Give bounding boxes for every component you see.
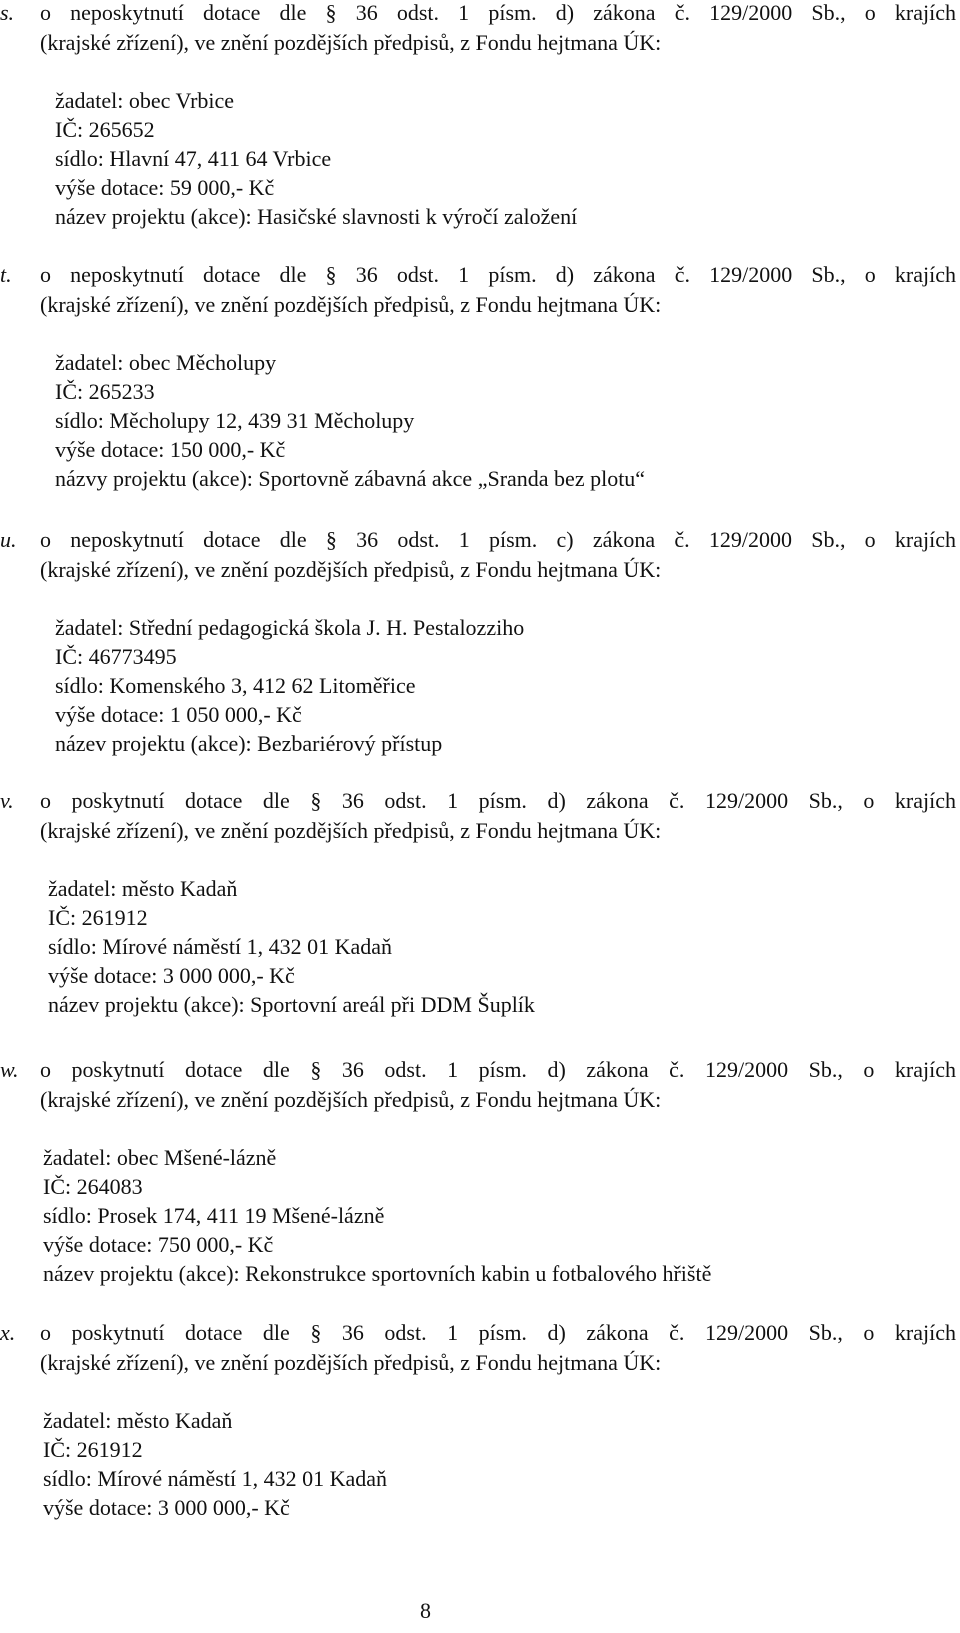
grant-amount: výše dotace: 1 050 000,- Kč [55, 702, 302, 727]
item-heading-line-2: (krajské zřízení), ve znění pozdějších předpisů, z Fondu hejtmana ÚK: [40, 557, 662, 582]
item-heading-line-1: o neposkytnutí dotace dle § 36 odst. 1 písm. c) zákona č. 129/2000 Sb., o krajích [40, 527, 956, 552]
item-heading-line-1: o neposkytnutí dotace dle § 36 odst. 1 písm. d) zákona č. 129/2000 Sb., o krajích [40, 0, 956, 25]
applicant-name: žadatel: obec Vrbice [55, 88, 235, 113]
grant-amount: výše dotace: 3 000 000,- Kč [48, 963, 295, 988]
applicant-id: IČ: 46773495 [55, 644, 177, 669]
applicant-name: žadatel: Střední pedagogická škola J. H. Pestalozziho [55, 615, 525, 640]
grant-amount: výše dotace: 750 000,- Kč [43, 1232, 274, 1257]
applicant-name: žadatel: obec Mšené-lázně [43, 1145, 277, 1170]
applicant-details [48, 874, 535, 1019]
applicant-address: sídlo: Hlavní 47, 411 64 Vrbice [55, 146, 332, 171]
applicant-id: IČ: 261912 [48, 905, 148, 930]
project-name: název projektu (akce): Hasičské slavnosti k výročí založení [55, 204, 578, 229]
applicant-address: sídlo: Prosek 174, 411 19 Mšené-lázně [43, 1203, 385, 1228]
applicant-name: žadatel: obec Měcholupy [55, 350, 277, 375]
applicant-id: IČ: 265652 [55, 117, 155, 142]
applicant-details [55, 86, 577, 231]
item-letter: t. [0, 262, 12, 287]
item-heading-line-1: o poskytnutí dotace dle § 36 odst. 1 písm. d) zákona č. 129/2000 Sb., o krajích [40, 1320, 956, 1345]
item-letter: s. [0, 0, 15, 25]
applicant-name: žadatel: město Kadaň [48, 876, 238, 901]
applicant-name: žadatel: město Kadaň [43, 1408, 233, 1433]
item-letter: v. [0, 788, 14, 813]
applicant-id: IČ: 261912 [43, 1437, 143, 1462]
applicant-id: IČ: 264083 [43, 1174, 143, 1199]
item-heading-line-2: (krajské zřízení), ve znění pozdějších předpisů, z Fondu hejtmana ÚK: [40, 30, 662, 55]
project-name: název projektu (akce): Bezbariérový přístup [55, 731, 443, 756]
item-letter: u. [0, 527, 17, 552]
applicant-details [43, 1143, 711, 1288]
project-name: název projektu (akce): Rekonstrukce sportovních kabin u fotbalového hřiště [43, 1261, 712, 1286]
item-heading-line-1: o poskytnutí dotace dle § 36 odst. 1 písm. d) zákona č. 129/2000 Sb., o krajích [40, 1057, 956, 1082]
applicant-address: sídlo: Mírové náměstí 1, 432 01 Kadaň [43, 1466, 388, 1491]
item-letter: x. [0, 1320, 16, 1345]
item-heading-line-1: o neposkytnutí dotace dle § 36 odst. 1 písm. d) zákona č. 129/2000 Sb., o krajích [40, 262, 956, 287]
grant-amount: výše dotace: 3 000 000,- Kč [43, 1495, 290, 1520]
applicant-details [55, 613, 524, 758]
project-name: názvy projektu (akce): Sportovně zábavná akce „Sranda bez plotu“ [55, 466, 646, 491]
grant-amount: výše dotace: 59 000,- Kč [55, 175, 275, 200]
grant-amount: výše dotace: 150 000,- Kč [55, 437, 286, 462]
item-heading-line-2: (krajské zřízení), ve znění pozdějších předpisů, z Fondu hejtmana ÚK: [40, 818, 662, 843]
item-heading-line-2: (krajské zřízení), ve znění pozdějších předpisů, z Fondu hejtmana ÚK: [40, 292, 662, 317]
item-heading-line-1: o poskytnutí dotace dle § 36 odst. 1 písm. d) zákona č. 129/2000 Sb., o krajích [40, 788, 956, 813]
applicant-id: IČ: 265233 [55, 379, 155, 404]
item-letter: w. [0, 1057, 19, 1082]
page-number: 8 [420, 1598, 431, 1623]
applicant-address: sídlo: Mírové náměstí 1, 432 01 Kadaň [48, 934, 393, 959]
project-name: název projektu (akce): Sportovní areál při DDM Šuplík [48, 992, 535, 1017]
applicant-address: sídlo: Komenského 3, 412 62 Litoměřice [55, 673, 416, 698]
item-heading-line-2: (krajské zřízení), ve znění pozdějších předpisů, z Fondu hejtmana ÚK: [40, 1087, 662, 1112]
applicant-details [55, 348, 645, 493]
item-heading-line-2: (krajské zřízení), ve znění pozdějších předpisů, z Fondu hejtmana ÚK: [40, 1350, 662, 1375]
applicant-address: sídlo: Měcholupy 12, 439 31 Měcholupy [55, 408, 415, 433]
applicant-details [43, 1406, 387, 1522]
